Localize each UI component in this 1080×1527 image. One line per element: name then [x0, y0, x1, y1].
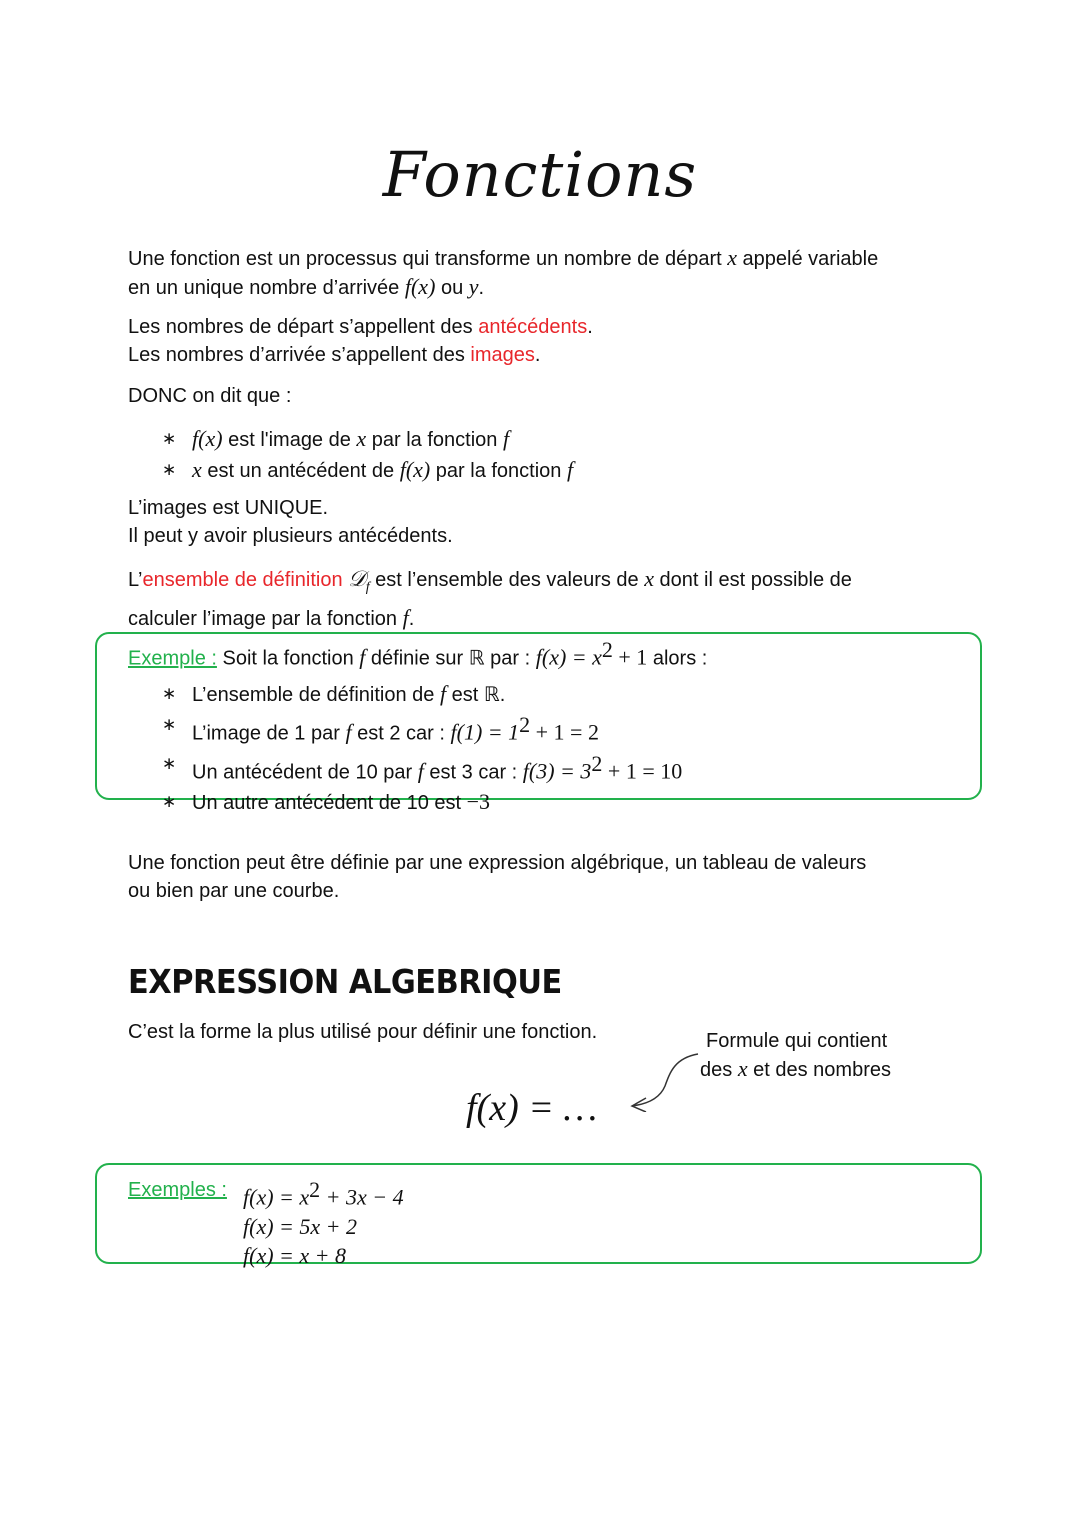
list-item: ∗ x est un antécédent de f(x) par la fonction f: [128, 455, 573, 486]
list-item: ∗ Un autre antécédent de 10 est −3: [128, 787, 682, 818]
definition-line-2: calculer l’image par la fonction f.: [128, 605, 415, 630]
bullet-star-icon: ∗: [162, 460, 177, 479]
section-heading: EXPRESSION ALGEBRIQUE: [128, 962, 562, 1001]
curved-arrow-icon: [620, 1050, 710, 1112]
term-images: Les nombres d’arrivée s’appellent des images.: [128, 344, 541, 366]
list-item: ∗ f(x) est l'image de x par la fonction f: [128, 424, 573, 455]
terms-paragraph: [128, 313, 593, 369]
example-list: [128, 679, 682, 818]
intro-line-2: en un unique nombre d’arrivée f(x) ou y.: [128, 274, 485, 299]
formula-annotation: [700, 1027, 891, 1084]
formula-item: f(x) = 5x + 2: [243, 1213, 357, 1239]
examples-box: [95, 1163, 982, 1264]
bullet-star-icon: ∗: [162, 684, 177, 703]
intro-paragraph: [128, 244, 878, 302]
intro-line-1: Une fonction est un processus qui transforme un nombre de départ x appelé variable: [128, 245, 879, 270]
list-item: ∗ L’image de 1 par f est 2 car : $f(1) = 1^2 + 1 = 2$: [128, 710, 682, 749]
bullet-star-icon: ∗: [162, 792, 177, 812]
bullet-star-icon: ∗: [162, 753, 177, 773]
page-title: Fonctions: [382, 138, 698, 211]
unique-line-2: Il peut y avoir plusieurs antécédents.: [128, 525, 453, 547]
definition-paragraph: [128, 564, 852, 634]
donc-list: [128, 424, 573, 486]
annotation-line-2: des x et des nombres: [700, 1056, 891, 1081]
example-header: Exemple : Soit la fonction f définie sur ℝ par : $f(x) = x^2 + 1$ alors :: [128, 637, 708, 670]
methods-line-2: ou bien par une courbe.: [128, 880, 340, 902]
formula-item: f(x) = x + 8: [243, 1242, 346, 1268]
bullet-star-icon: ∗: [162, 715, 177, 734]
examples-label: [128, 1176, 227, 1204]
annotation-line-1: Formule qui contient: [706, 1030, 888, 1052]
definition-line-1: L’ensemble de définition 𝒟$_f$ est l’ensemble des valeurs de x dont il est possible de: [128, 566, 852, 595]
bullet-star-icon: ∗: [162, 429, 177, 448]
examples-formulas: [243, 1176, 404, 1271]
unique-paragraph: [128, 494, 453, 550]
methods-line-1: Une fonction peut être définie par une expression algébrique, un tableau de valeurs: [128, 852, 867, 874]
list-item: ∗ Un antécédent de 10 par f est 3 car : $f(3) = 3^2 + 1 = 10$: [128, 749, 682, 788]
examples-label-text: Exemples :: [128, 1179, 227, 1201]
section-text: C’est la forme la plus utilisé pour définir une fonction.: [128, 1021, 598, 1043]
methods-paragraph: [128, 849, 866, 905]
formula-item: $f(x) = x^2 + 3x - 4$: [243, 1177, 404, 1210]
donc-label: DONC on dit que :: [128, 385, 292, 407]
general-formula: f(x) = …: [466, 1087, 598, 1129]
unique-line-1: L’images est UNIQUE.: [128, 497, 329, 519]
term-antecedents: Les nombres de départ s’appellent des antécédents.: [128, 316, 593, 338]
example-label: Exemple :: [128, 647, 217, 670]
list-item: ∗ L’ensemble de définition de f est ℝ.: [128, 679, 682, 710]
